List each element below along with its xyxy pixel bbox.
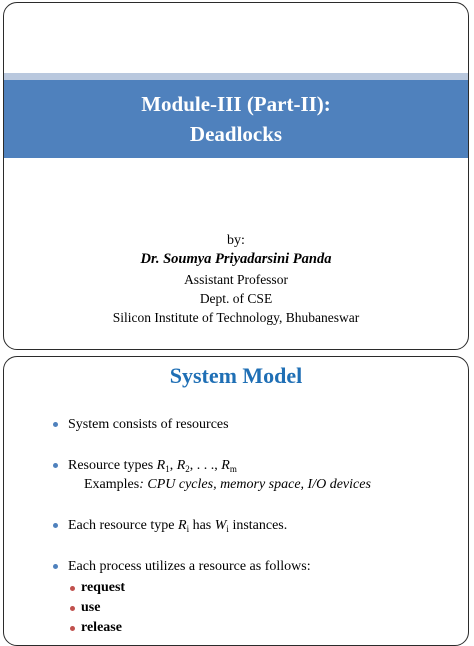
slide-title-line2: Deadlocks (189, 122, 283, 146)
author-name: Dr. Soumya Priyadarsini Panda (140, 251, 332, 267)
separator: , (169, 458, 177, 473)
title-slide (3, 2, 469, 350)
subscript: m (229, 464, 237, 474)
title-accent-stripe (4, 73, 468, 80)
system-model-slide (3, 356, 469, 646)
bullet-text: System consists of resources (68, 417, 229, 432)
examples-line (68, 475, 458, 494)
instances-prefix: Each resource type (68, 518, 178, 533)
bullet-process-utilization (50, 557, 458, 638)
author-designation: Assistant Professor (184, 272, 288, 287)
resource-symbol: R (156, 458, 166, 473)
author-department: Dept. of CSE (199, 291, 273, 306)
author-block (4, 231, 468, 327)
examples-text: : CPU cycles, memory space, I/O devices (139, 477, 371, 492)
author-institute: Silicon Institute of Technology, Bhubaneswar (112, 310, 360, 325)
by-label: by: (227, 233, 245, 248)
bullet-instances (50, 516, 458, 535)
subscript: i (186, 524, 190, 534)
subscript: i (226, 524, 229, 534)
examples-label: Examples (84, 477, 140, 492)
bullet-resources (50, 415, 458, 434)
separator: , . . ., (189, 458, 222, 473)
resource-symbol: R (178, 518, 187, 533)
resource-types-prefix: Resource types (68, 458, 157, 473)
sub-bullet-list (68, 578, 458, 638)
resource-types-line (68, 456, 458, 475)
sub-item-use: use (68, 598, 458, 618)
resource-symbol: R (176, 458, 186, 473)
bullet-list (50, 415, 458, 646)
resource-symbol: R (221, 458, 230, 473)
bullet-resource-types (50, 456, 458, 494)
slide-heading: System Model (169, 363, 303, 388)
bullet-text: Each process utilizes a resource as follows: (68, 559, 311, 574)
subscript: 1 (165, 464, 170, 474)
slide-title-line1: Module-III (Part-II): (141, 92, 331, 116)
sub-item-release: release (68, 618, 458, 638)
subscript: 2 (185, 464, 190, 474)
title-banner (4, 80, 468, 158)
sub-item-request: request (68, 578, 458, 598)
instance-symbol: W (214, 518, 227, 533)
instances-suffix: instances. (228, 518, 288, 533)
instances-mid: has (189, 518, 215, 533)
